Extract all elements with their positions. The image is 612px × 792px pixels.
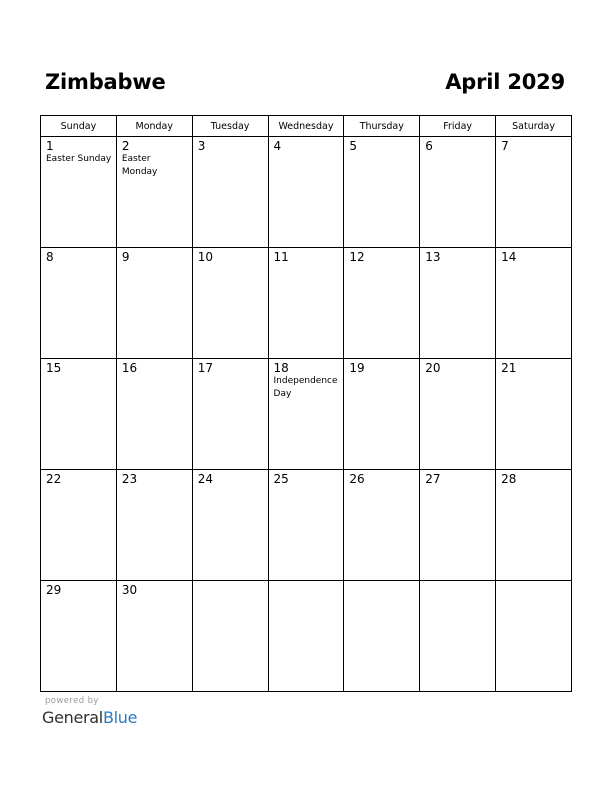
day-cell-empty <box>496 581 572 692</box>
day-cell <box>420 248 496 359</box>
day-number: 23 <box>121 472 138 486</box>
day-cell <box>192 470 268 581</box>
day-cell <box>192 359 268 470</box>
day-number: 6 <box>425 139 433 153</box>
day-cell <box>41 248 117 359</box>
day-number: 29 <box>46 583 62 597</box>
day-cell <box>41 359 117 470</box>
day-cell <box>496 359 572 470</box>
day-cell <box>344 359 420 470</box>
month-title: April 2029 <box>445 70 565 94</box>
day-cell-empty <box>268 581 344 692</box>
day-cell <box>268 137 344 248</box>
day-number: 30 <box>121 583 138 597</box>
weekday-tuesday: Tuesday <box>192 116 268 137</box>
day-cell <box>420 359 496 470</box>
week-row <box>41 470 572 581</box>
day-cell <box>420 137 496 248</box>
holiday-label: Independence <box>273 376 338 386</box>
day-number: 11 <box>273 250 289 264</box>
day-cell <box>192 248 268 359</box>
day-cell <box>116 137 192 248</box>
weekday-friday: Friday <box>420 116 496 137</box>
weekday-thursday: Thursday <box>344 116 420 137</box>
day-number: 8 <box>46 250 54 264</box>
day-number: 15 <box>46 361 62 375</box>
day-number: 9 <box>121 250 130 264</box>
generalblue-logo[interactable] <box>42 708 137 727</box>
weekday-wednesday: Wednesday <box>268 116 344 137</box>
weekday-monday: Monday <box>116 116 192 137</box>
day-cell <box>344 137 420 248</box>
holiday-label: Easter <box>121 154 151 164</box>
day-number: 5 <box>349 139 358 153</box>
day-cell <box>496 470 572 581</box>
day-number: 13 <box>425 250 441 264</box>
week-row <box>41 137 572 248</box>
week-row <box>41 581 572 692</box>
brand-blue: Blue <box>102 708 138 727</box>
day-cell <box>116 581 192 692</box>
weekday-header-row <box>41 116 572 137</box>
day-number: 17 <box>197 361 213 375</box>
weekday-sunday: Sunday <box>41 116 117 137</box>
day-number: 20 <box>425 361 441 375</box>
day-number <box>269 581 344 584</box>
day-number: 27 <box>425 472 441 486</box>
day-cell-empty <box>420 581 496 692</box>
day-number: 7 <box>501 139 509 153</box>
powered-by-text: powered by <box>45 696 99 706</box>
day-cell <box>268 470 344 581</box>
holiday-label: Day <box>273 389 292 399</box>
day-cell <box>268 248 344 359</box>
day-cell <box>41 470 117 581</box>
country-title: Zimbabwe <box>45 70 166 94</box>
day-number: 16 <box>121 361 138 375</box>
day-cell <box>420 470 496 581</box>
brand-general: General <box>42 708 103 727</box>
day-number: 19 <box>349 361 365 375</box>
day-cell <box>192 137 268 248</box>
day-number: 22 <box>46 472 62 486</box>
week-row <box>41 359 572 470</box>
day-cell <box>268 359 344 470</box>
day-number <box>420 581 495 584</box>
day-cell <box>344 470 420 581</box>
holiday-label: Easter Sunday <box>46 154 112 164</box>
day-number: 28 <box>501 472 517 486</box>
week-row <box>41 248 572 359</box>
day-cell <box>116 359 192 470</box>
day-number <box>496 581 571 584</box>
day-number: 10 <box>197 250 213 264</box>
day-cell <box>344 248 420 359</box>
calendar-grid <box>40 115 572 692</box>
day-cell <box>496 137 572 248</box>
day-number: 2 <box>121 139 130 153</box>
holiday-label: Monday <box>121 167 158 177</box>
day-cell <box>116 470 192 581</box>
day-number: 18 <box>273 361 289 375</box>
day-number <box>193 581 268 584</box>
day-cell-empty <box>192 581 268 692</box>
day-number: 14 <box>501 250 517 264</box>
day-number: 1 <box>46 139 54 153</box>
day-number: 21 <box>501 361 517 375</box>
day-number: 24 <box>197 472 213 486</box>
day-cell <box>41 137 117 248</box>
day-cell-empty <box>344 581 420 692</box>
day-cell <box>116 248 192 359</box>
day-number: 4 <box>273 139 282 153</box>
day-number: 12 <box>349 250 365 264</box>
day-number: 25 <box>273 472 289 486</box>
day-number <box>344 581 419 584</box>
day-cell <box>41 581 117 692</box>
day-number: 26 <box>349 472 365 486</box>
day-cell <box>496 248 572 359</box>
weekday-saturday: Saturday <box>496 116 572 137</box>
day-number: 3 <box>197 139 206 153</box>
